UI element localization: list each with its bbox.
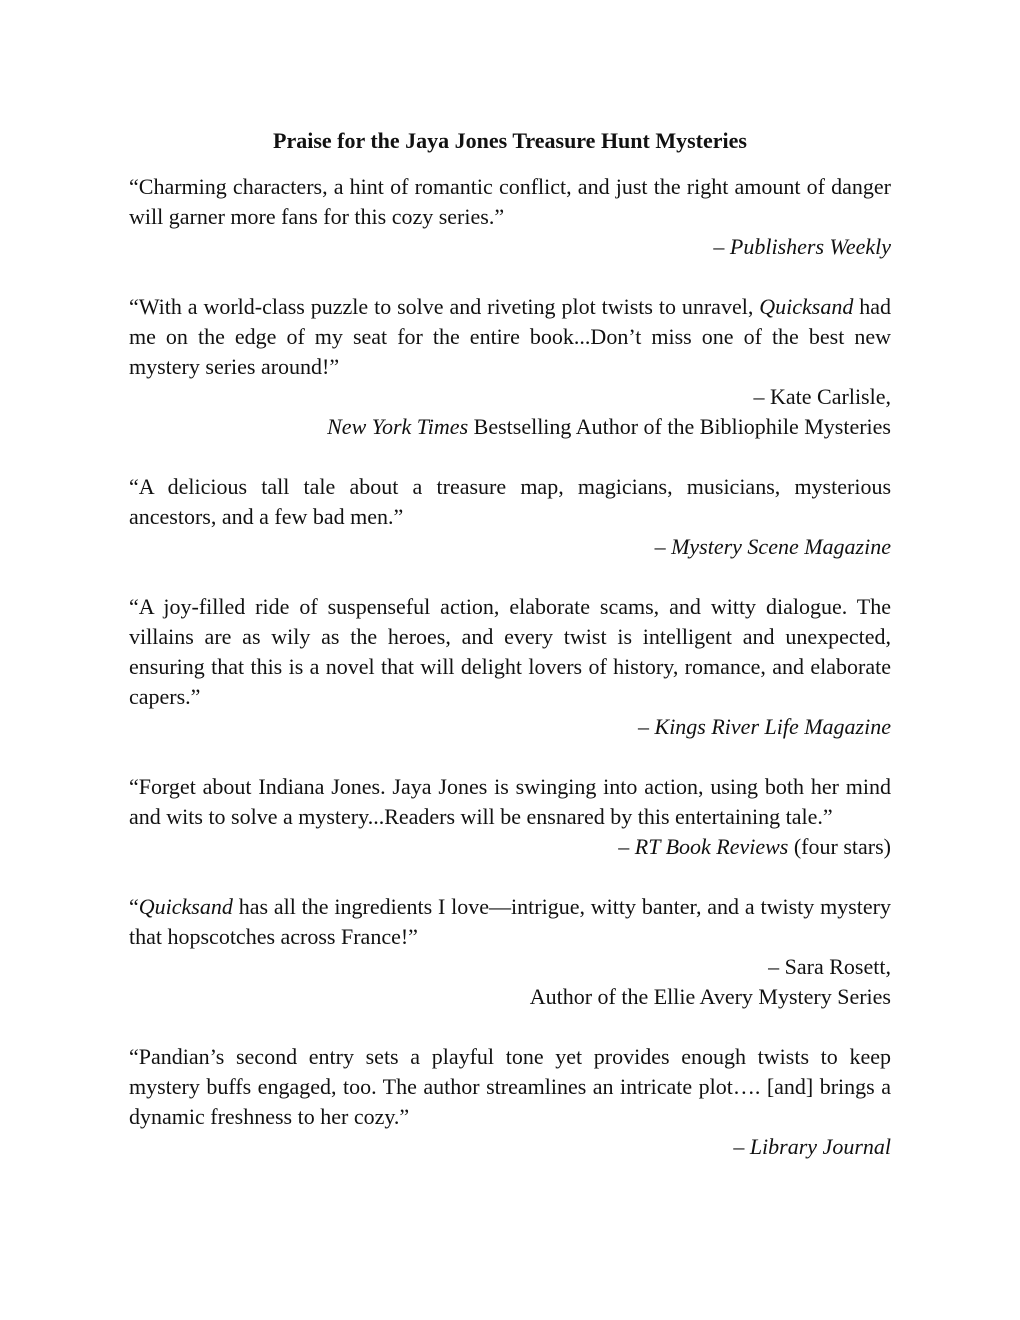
blurb-library-journal [129, 1042, 891, 1162]
quote-text: has all the ingredients I love—intrigue, witty banter, and a twisty mystery that hopscotches across France!” [129, 894, 891, 949]
blurb-quote: “Forget about Indiana Jones. Jaya Jones is swinging into action, using both her mind and wits to solve a mystery...Readers will be ensnared by this entertaining tale.” [129, 774, 891, 829]
credential-text: Bestselling Author of the Bibliophile Mysteries [468, 414, 891, 439]
blurb-source: – Sara Rosett, [768, 954, 891, 979]
book-title: Quicksand [138, 894, 233, 919]
page-title: Praise for the Jaya Jones Treasure Hunt Mysteries [273, 128, 747, 153]
quote-text: had me on the edge of my seat for the entire book...Don’t miss one of the best new mystery series around!” [129, 294, 891, 379]
blurb-quote: “Pandian’s second entry sets a playful tone yet provides enough twists to keep mystery buffs engaged, too. The author streamlines an intricate plot…. [and] brings a dynamic freshness to her cozy.” [129, 1044, 891, 1129]
blurb-quote: “A joy-filled ride of suspenseful action, elaborate scams, and witty dialogue. The villains are as wily as the heroes, and every twist is intelligent and unexpected, ensuring that this is a novel that will delight lovers of history, romance, and elaborate capers.” [129, 594, 891, 709]
praise-page [129, 126, 891, 1192]
blurb-source: – Kings River Life Magazine [638, 714, 891, 739]
blurb-kings-river [129, 592, 891, 742]
blurb-source: – Publishers Weekly [713, 234, 891, 259]
blurb-source-credential [129, 412, 891, 442]
blurb-sara-rosett [129, 892, 891, 1012]
blurb-publishers-weekly [129, 172, 891, 262]
blurb-quote: “A delicious tall tale about a treasure map, magicians, musicians, mysterious ancestors, and a few bad men.” [129, 474, 891, 529]
blurb-rt-book-reviews [129, 772, 891, 862]
blurb-quote: “Charming characters, a hint of romantic conflict, and just the right amount of danger will garner more fans for this cozy series.” [129, 174, 891, 229]
book-title: Quicksand [759, 294, 854, 319]
publication-name: – RT Book Reviews [618, 834, 789, 859]
blurb-source [129, 832, 891, 862]
blurb-kate-carlisle [129, 292, 891, 442]
publication-name: New York Times [327, 414, 469, 439]
blurb-quote [129, 292, 891, 382]
blurb-source-credential: Author of the Ellie Avery Mystery Series [529, 984, 891, 1009]
blurb-source: – Library Journal [733, 1134, 891, 1159]
quote-text: “With a world-class puzzle to solve and riveting plot twists to unravel, [129, 294, 760, 319]
blurb-quote [129, 892, 891, 952]
rating-text: (four stars) [788, 834, 891, 859]
quote-text: “ [129, 894, 139, 919]
blurb-mystery-scene [129, 472, 891, 562]
blurb-source: – Kate Carlisle, [753, 384, 891, 409]
blurb-source: – Mystery Scene Magazine [654, 534, 891, 559]
